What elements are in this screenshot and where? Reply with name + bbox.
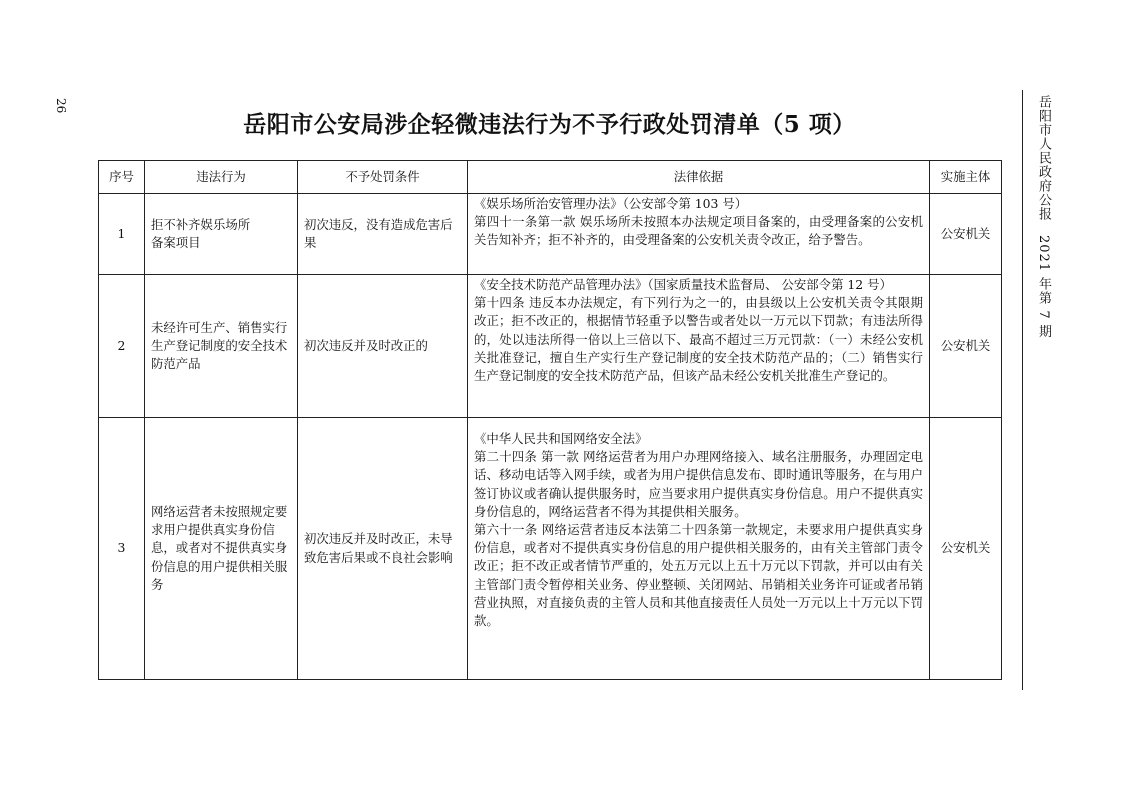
row-condition: 初次违反并及时改正，未导致危害后果或不良社会影响 <box>298 418 468 680</box>
penalty-exemption-table <box>98 160 1002 680</box>
legal-basis-article: 第十四条 违反本办法规定，有下列行为之一的，由县级以上公安机关责令其限期改正；拒不改正的，根据情节轻重予以警告或者处以一万元以下罚款；有违法所得的，处以违法所得一倍以上三倍以下、最高不超过三万元罚款：（一）未经公安机关批准登记，擅自生产实行生产登记制度的安全技术防范产品的；（二）销售实行生产登记制度的安全技术防范产品，但该产品未经公安机关批准生产登记的。 <box>474 295 923 384</box>
legal-basis-source: 《娱乐场所治安管理办法》（公安部令第 103 号） <box>474 196 748 211</box>
legal-basis-article: 第四十一条第一款 娱乐场所未按照本办法规定项目备案的，由受理备案的公安机关告知补齐；拒不补齐的，由受理备案的公安机关责令改正，给予警告。 <box>474 214 923 248</box>
document-title: 岳阳市公安局涉企轻微违法行为不予行政处罚清单（5 项） <box>243 111 856 138</box>
legal-basis-article: 第六十一条 网络运营者违反本法第二十四条第一款规定，未要求用户提供真实身份信息，或者对不提供真实身份信息的用户提供相关服务的，由有关主管部门责令改正；拒不改正或者情节严重的，处五万元以上五十万元以下罚款，并可以由有关主管部门责令暂停相关业务、停业整顿、关闭网站、吊销相关业务许可证或者吊销营业执照，对直接负责的主管人员和其他直接责任人员处一万元以上十万元以下罚款。 <box>474 522 923 629</box>
running-header: 岳阳市人民政府公报 2021 年第 7 期 <box>1036 95 1051 339</box>
row-legal-basis <box>468 275 930 418</box>
legal-basis-source: 《安全技术防范产品管理办法》（国家质量技术监督局、 公安部令第 12 号） <box>474 277 892 292</box>
table-header-row <box>99 161 1002 194</box>
row-agency: 公安机关 <box>930 275 1002 418</box>
header-condition: 不予处罚条件 <box>298 161 468 194</box>
header-behavior: 违法行为 <box>145 161 298 194</box>
legal-basis-source: 《中华人民共和国网络安全法》 <box>474 431 648 446</box>
table-row <box>99 194 1002 275</box>
side-divider-line <box>1022 90 1023 690</box>
row-behavior: 未经许可生产、销售实行生产登记制度的安全技术防范产品 <box>145 275 298 418</box>
header-agency: 实施主体 <box>930 161 1002 194</box>
row-legal-basis <box>468 418 930 680</box>
row-condition: 初次违反，没有造成危害后果 <box>298 194 468 275</box>
row-behavior: 拒不补齐娱乐场所 备案项目 <box>145 194 298 275</box>
row-condition: 初次违反并及时改正的 <box>298 275 468 418</box>
table-row <box>99 418 1002 680</box>
row-behavior: 网络运营者未按照规定要求用户提供真实身份信息，或者对不提供真实身份信息的用户提供相关服务 <box>145 418 298 680</box>
table-row <box>99 275 1002 418</box>
row-index: 2 <box>99 275 145 418</box>
legal-basis-article: 第二十四条 第一款 网络运营者为用户办理网络接入、域名注册服务，办理固定电话、移动电话等入网手续，或者为用户提供信息发布、即时通讯等服务，在与用户签订协议或者确认提供服务时，应当要求用户提供真实身份信息。用户不提供真实身份信息的，网络运营者不得为其提供相关服务。 <box>474 449 923 519</box>
row-index: 3 <box>99 418 145 680</box>
page-number: 26 <box>54 98 68 114</box>
row-legal-basis <box>468 194 930 275</box>
row-index: 1 <box>99 194 145 275</box>
header-legal-basis: 法律依据 <box>468 161 930 194</box>
row-agency: 公安机关 <box>930 194 1002 275</box>
row-agency: 公安机关 <box>930 418 1002 680</box>
header-index: 序号 <box>99 161 145 194</box>
